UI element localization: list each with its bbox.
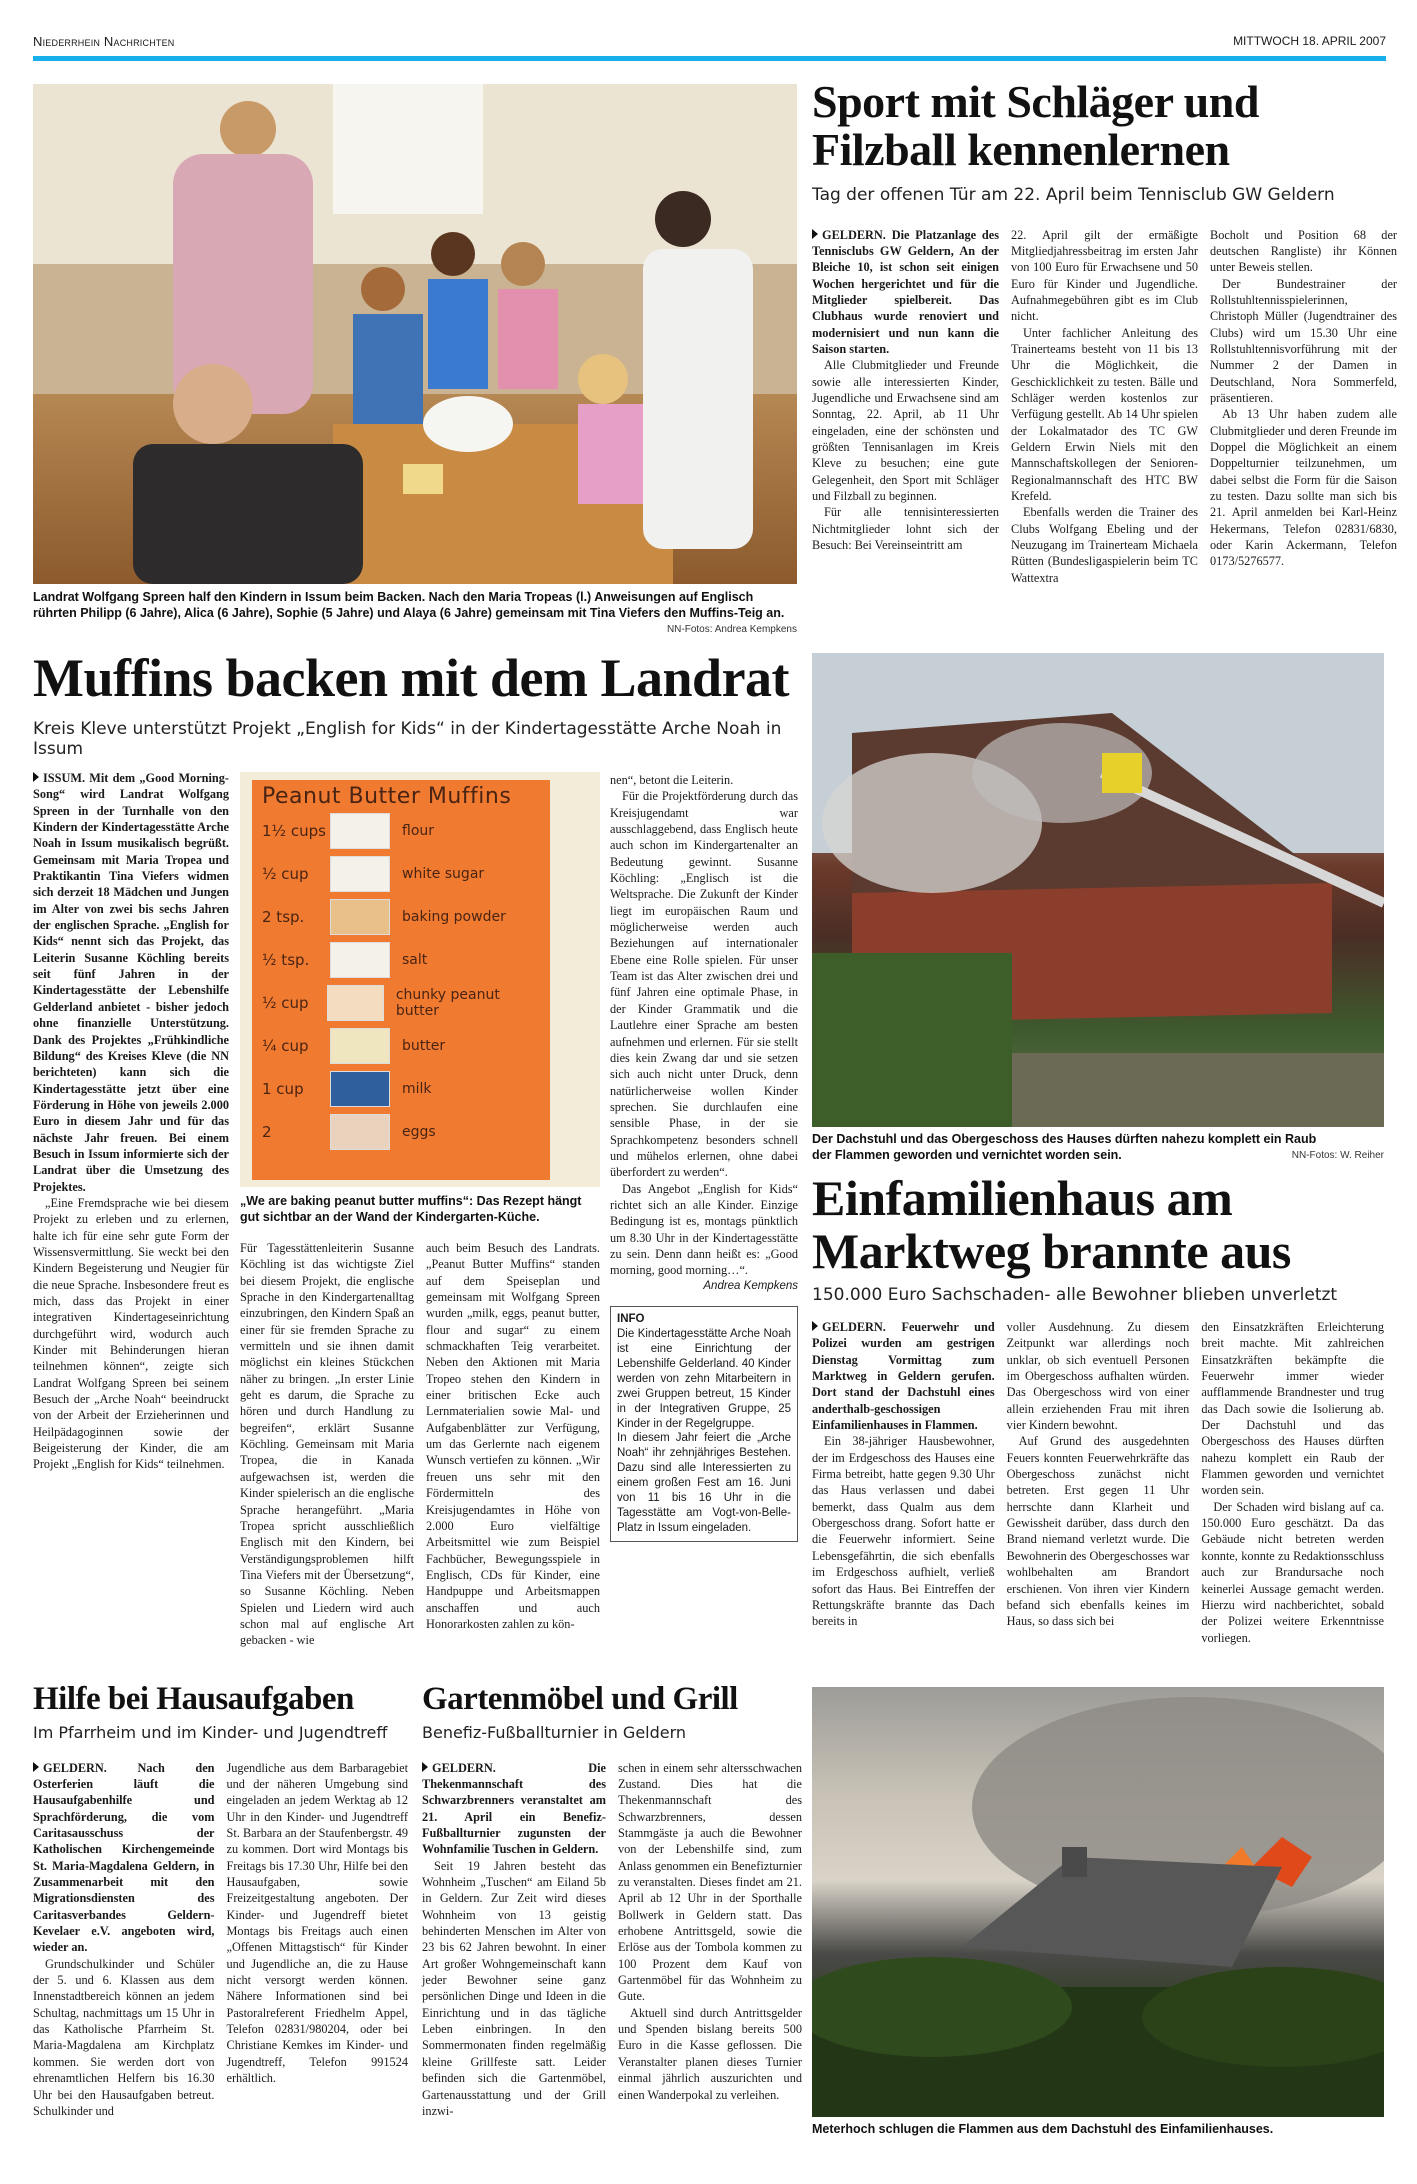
- recipe-ingredient: flour: [402, 822, 435, 839]
- info-title: INFO: [617, 1312, 645, 1325]
- bullet-triangle-icon: [422, 1762, 428, 1772]
- muffins-col-4: [610, 772, 798, 1542]
- paper-name: Niederrhein Nachrichten: [33, 34, 175, 49]
- butter-icon: [330, 1028, 390, 1064]
- recipe-amount: ½ cup: [262, 993, 309, 1012]
- masthead: [33, 34, 1386, 64]
- bullet-triangle-icon: [33, 1762, 39, 1772]
- tennis-article: [812, 78, 1397, 586]
- recipe-row: [262, 1110, 540, 1153]
- recipe-row: [262, 895, 540, 938]
- muffins-article: [33, 650, 797, 759]
- lead-text: GELDERN. Die Platzanlage des Tennisclubs GW Geldern, An der Bleiche 10, ist schon seit einigen Wochen hergerichtet und für die Mitglieder spielbereit. Das Clubhaus wurde renoviert und modernisiert und nun kann die Saison starten.: [812, 227, 999, 356]
- garden-headline: Gartenmöbel und Grill: [422, 1681, 738, 1717]
- info-box: [610, 1306, 798, 1542]
- lead-text: GELDERN. Nach den Osterferien läuft die Hausaufgabenhilfe und Sprachförderung, die vom Caritasausschuss der Katholischen Kirchengemeinde St. Maria-Magdalena Geldern, in Zusammenarbeit mit den Migrationsdiensten des Caritasverbandes Geldern-Kevelaer e.V. angeboten wird, wieder an.: [33, 1760, 215, 1955]
- fire-body: [812, 1319, 1384, 1646]
- recipe-photo: [240, 772, 600, 1187]
- info-text-2: In diesem Jahr feiert die „Arche Noah“ ihr zehnjähriges Bestehen. Dazu sind alle Interessierten zu einem großen Fest am 16. Juni von 11 bis 16 Uhr in die Tagesstätte am Vogt-von-Belle-Platz in Issum eingeladen.: [617, 1432, 791, 1535]
- recipe-ingredient: white sugar: [402, 865, 485, 882]
- bullet-triangle-icon: [812, 229, 818, 239]
- recipe-title: Peanut Butter Muffins: [262, 784, 512, 809]
- muffins-col-2: [240, 1240, 414, 1649]
- garden-subhead: Benefiz-Fußballturnier in Geldern: [422, 1722, 687, 1742]
- garden-col-1: [422, 1760, 606, 2120]
- recipe-row: [262, 1024, 540, 1067]
- paragraph: Ebenfalls werden die Trainer des Clubs Wolfgang Ebeling und der Neuzugang im Trainerteam Michaela Rütten (Bundesligaspielerin beim TC Wattextra: [1011, 505, 1198, 585]
- sugar-icon: [330, 856, 390, 892]
- fire-article: [812, 1172, 1384, 1646]
- lead-text: ISSUM. Mit dem „Good Morning-Song“ wird Landrat Wolfgang Spreen in der Turnhalle von den Kindern der Kindertagesstätte Arche Noah in Issum musikalisch begrüßt. Gemeinsam mit Maria Tropea und Praktikantin Tina Viefers widmen sich derzeit 18 Mädchen und Jungen im Alter von zwei bis sechs Jahren der englischen Sprache. „English for Kids“ nennt sich das Projekt, das Leiterin Susanne Köchling bereits seit fünf Jahren in der Kindertagesstätte der Lebenshilfe Gelderland anbietet - bisher jedoch ohne finanzielle Unterstützung. Dank des Projektes „Frühkindliche Bildung“ des Kreises Kleve (die NN berichteten) kann sich die Kindertagesstätte jetzt über eine Förderung in Höhe von jeweils 2.000 Euro in diesem Jahr und für das nächste Jahr freuen. Bei einem Besuch in Issum informierte sich der Landrat über die Umsetzung des Projektes.: [33, 771, 229, 1194]
- recipe-ingredient: salt: [402, 951, 428, 968]
- paragraph: Ein 38-jähriger Hausbewohner, der im Erdgeschoss des Hauses eine Firma betreibt, hatte gegen 9.30 Uhr das Haus verlassen und dabei bemerkt, dass Qualm aus dem Obergeschoss drang. Sofort hatte er die Feuerwehr informiert. Seine Lebensgefährtin, die sich ebenfalls im Erdgeschoss aufhielt, verließ sofort das Haus. Bei Eintreffen der Rettungskräfte brannte das Dach bereits in: [812, 1434, 995, 1629]
- paragraph: den Einsatzkräften Erleichterung breit machte. Mit zahlreichen Einsatzkräften bekämpfte die Feuerwehr immer wieder aufflammende Brandnester und trug das Dach sowie die Isolierung ab. Der Dachstuhl und das Obergeschoss des Hauses dürften nahezu komplett ein Raub der Flammen geworden und vernichtet worden sein.: [1201, 1320, 1385, 1498]
- garden-article: [422, 1682, 802, 2119]
- fire-subhead: 150.000 Euro Sachschaden- alle Bewohner blieben unverletzt: [812, 1285, 1338, 1305]
- recipe-ingredient: butter: [402, 1037, 446, 1054]
- recipe-row: [262, 852, 540, 895]
- paragraph: Auf Grund des ausgedehnten Feuers konnten Feuerwehrkräfte das Obergeschoss zunächst nicht betreten. Erst gegen 11 Uhr herrschte dann Klarheit und Gewissheit darüber, dass durch den Brand niemand verletzt wurde. Die Bewohnerin des Obergeschosses war wohlbehalten am Brandort erschienen. Von ihren vier Kindern befand sich ebenfalls keines im Haus, so dass sich bei: [1006, 1434, 1190, 1629]
- fire-flames-caption: Meterhoch schlugen die Flammen aus dem Dachstuhl des Einfamilienhauses.: [812, 2122, 1274, 2136]
- paragraph: Alle Clubmitglieder und Freunde sowie alle interessierten Kinder, Jugendliche und Erwachsene sind am Sonntag, 22. April, ab 11 Uhr eingeladen, eine der schönsten und größten Tennisanlagen im Kreis Kleve zu besuchen; eine gute Gelegenheit, den Sport mit Schläger und Filzball zu beginnen.: [812, 358, 999, 504]
- tennis-body: [812, 227, 1397, 587]
- recipe-amount: 1½ cups: [262, 821, 326, 840]
- bullet-triangle-icon: [812, 1321, 818, 1331]
- flames-house-illustration: [812, 1687, 1384, 2117]
- fire-roof-caption: Der Dachstuhl und das Obergeschoss des Hauses dürften nahezu komplett ein Raub der Flammen geworden und vernichtet worden sein.: [812, 1132, 1317, 1163]
- garden-col-2: [618, 1760, 802, 2120]
- recipe-row: [262, 981, 540, 1024]
- fire-roof-photo: [812, 653, 1384, 1127]
- paragraph: Grundschulkinder und Schüler der 5. und 6. Klassen aus dem Innenstadtbereich können an jedem Schultag, nachmittags um 15 Uhr in das Katholische Pfarrheim St. Maria-Magdalena am Kirchplatz kommen. Sie werden dort von ehrenamtlichen Helfern bis 16.30 Uhr bei den Hausaufgaben betreut. Schulkinder und: [33, 1956, 215, 2118]
- muffins-col-3: [426, 1240, 600, 1649]
- burning-house-illustration: [812, 653, 1384, 1127]
- muffins-middle-cols: [240, 1240, 600, 1649]
- homework-col-1: [33, 1760, 215, 2120]
- recipe-amount: ½ cup: [262, 864, 309, 883]
- paragraph: Unter fachlicher Anleitung des Trainerteams besteht von 11 bis 13 Uhr die Möglichkeit, die Geschicklichkeit zu testen. Bälle und Schläger werden kostenlos zur Verfügung gestellt. Ab 14 Uhr spielen der Lokalmatador des TC GW Geldern Erwin Niels mit den Mannschaftskollegen der Senioren-Regionalmannschaft des HTC BW Krefeld.: [1011, 325, 1198, 504]
- recipe-row: [262, 938, 540, 981]
- tennis-col-2: [1011, 227, 1198, 587]
- homework-article: [33, 1682, 408, 2119]
- homework-col-2: [227, 1760, 409, 2120]
- homework-body: [33, 1760, 408, 2120]
- recipe-amount: 1 cup: [262, 1079, 304, 1098]
- issue-date: MITTWOCH 18. APRIL 2007: [1233, 34, 1386, 48]
- recipe-sheet: [252, 780, 550, 1180]
- paragraph: Für Tagesstättenleiterin Susanne Köchling ist das wichtigste Ziel bei diesem Projekt, die englische Sprache in den Kindergartenalltag einzubringen, den Kindern Spaß an einer für sie fremden Sprache zu vermitteln und sie ihnen damit möglichst ein kleines Stückchen näher zu bringen. „In erster Linie geht es darum, die Sprache zu hören und durch Handlung zu begreifen“, erklärt Susanne Köchling. Gemeinsam mit Maria Tropea, die in Kanada aufgewachsen ist, werden die Kinder spielerisch an die englische Sprache herangeführt. „Maria Tropea spricht ausschließlich Englisch mit den Kindern, bei Verständigungsproblemen hilft Tina Viefers mit der Übersetzung“, so Susanne Köchling. Neben Spielen und Liedern wird auch schon mal auf englische Art gebacken - wie: [240, 1241, 414, 1648]
- paragraph: schen in einem sehr altersschwachen Zustand. Dies hat die Thekenmannschaft des Schwarzbrenners, dessen Stammgäste ja auch die Bewohner von der Lebenshilfe sind, zum Anlass genommen ein Benefizturnier zu veranstalten. Dieses findet am 21. April ab 12 Uhr in der Sporthalle Bollwerk in Geldern statt. Das erhobene Antrittsgeld, sowie die Erlöse aus der Tombola kommen zu 100 Prozent dem Kauf von Gartenmöbel für das Wohnheim zu Gute.: [618, 1760, 802, 2004]
- muffins-col-1: [33, 770, 229, 1473]
- paragraph: nen“, betont die Leiterin.: [610, 773, 734, 787]
- caption-text: Landrat Wolfgang Spreen half den Kindern in Issum beim Backen. Nach den Maria Tropeas (l.) Anweisungen auf Englisch rührten Philipp (6 Jahre), Alica (6 Jahre), Sophie (5 Jahre) und Alaya (6 Jahre) gemeinsam mit Tina Viefers den Muffins-Teig an.: [33, 590, 785, 621]
- info-text: Die Kindertagesstätte Arche Noah ist eine Einrichtung der Lebenshilfe Gelderland. 40 Kinder werden von zehn Mitarbeitern in zwei Gruppen betreut, 15 Kinder in der Integrativen Gruppe, 25 Kinder in der Regelgruppe.: [617, 1327, 791, 1430]
- paragraph: Der Bundestrainer der Rollstuhltennisspielerinnen, Christoph Müller (Jugendtrainer des Clubs) wird um 15.30 Uhr eine Rollstuhltennisvorführung mit der Nummer 2 der Damen in Deutschland, Nora Sommerfeld, präsentieren.: [1210, 276, 1397, 406]
- garden-body: [422, 1760, 802, 2120]
- fire-roof-credit: NN-Fotos: W. Reiher: [1291, 1150, 1384, 1161]
- recipe-row: [262, 1067, 540, 1110]
- recipe-ingredient: eggs: [402, 1123, 436, 1140]
- recipe-amount: ¼ cup: [262, 1036, 309, 1055]
- tennis-col-1: [812, 227, 999, 587]
- peanut-butter-icon: [327, 985, 384, 1021]
- fire-flames-photo: [812, 1687, 1384, 2117]
- recipe-amount: ½ tsp.: [262, 950, 310, 969]
- fire-col-1: [812, 1319, 995, 1646]
- paragraph: voller Ausdehnung. Zu diesem Zeitpunkt war allerdings noch unklar, ob sich eventuell Personen im Obergeschoss aufhalten würden. Das Obergeschoss wird von einer allein erziehenden Frau mit ihren vier Kindern bewohnt.: [1006, 1320, 1190, 1433]
- lead-text: GELDERN. Feuerwehr und Polizei wurden am gestrigen Dienstag Vormittag zum Marktweg in Geldern gerufen. Dort stand der Dachstuhl eines anderthalb-geschossigen Einfamilienhauses in Flammen.: [812, 1320, 995, 1433]
- muffins-subhead: Kreis Kleve unterstützt Projekt „English for Kids“ in der Kindertagesstätte Arche Noah in Issum: [33, 718, 782, 759]
- recipe-ingredient: chunky peanut butter: [395, 986, 500, 1019]
- tennis-headline: Sport mit Schläger und Filzball kennenlernen: [812, 76, 1259, 176]
- fire-headline: Einfamilienhaus am Marktweg brannte aus: [812, 1170, 1291, 1279]
- kitchen-photo-credit: NN-Fotos: Andrea Kempkens: [666, 624, 797, 635]
- bullet-triangle-icon: [33, 772, 39, 782]
- paragraph: „Eine Fremdsprache wie bei diesem Projekt zu erleben und zu erlernen, halte ich für eine sehr gute Form der Wissensvermittlung. Sie weckt bei den Kindern Begeisterung und Neugier für die neue Sprache. Insbesondere freut es mich, dass das Projekt in einer integrativen Kindertageseinrichtung durchgeführt wird, wodurch auch Kinder mit Behinderungen hieran teilnehmen können“, zeigte sich Landrat Wolfgang Spreen bei seinem Besuch der „Arche Noah“ beeindruckt von der Arbeit der Erzieherinnen und Heilpädagoginnen sowie der Beigeisterung der Kinder, die am Projekt „English for Kids“ teilnehmen.: [33, 1195, 229, 1472]
- milk-icon: [330, 1071, 390, 1107]
- recipe-ingredient: baking powder: [402, 908, 506, 925]
- author-byline: Andrea Kempkens: [703, 1279, 798, 1292]
- recipe-photo-caption: „We are baking peanut butter muffins“: Das Rezept hängt gut sichtbar an der Wand der Kindergarten-Küche.: [240, 1194, 582, 1225]
- paragraph: Aktuell sind durch Antrittsgelder und Spenden bislang bereits 500 Euro in die Kasse geflossen. Die Veranstalter planen dieses Turnier einmal jährlich auszurichten und einen Wanderpokal zu verleihen.: [618, 2005, 802, 2102]
- flour-scoop-icon: [330, 813, 390, 849]
- kitchen-photo: [33, 84, 797, 584]
- paragraph: Jugendliche aus dem Barbaragebiet und der näheren Umgebung sind eingeladen an jedem Werktag ab 12 Uhr in den Kinder- und Jugendtreff St. Barbara an der Staufenbergstr. 49 zu kommen. Dort wird Montags bis Freitags bis 17.30 Uhr, Hilfe bei den Hausaufgaben, sowie Freizeitgestaltung angeboten. Der Kinder- und Jugendreff bietet Montags bis Freitags auch einen „Offenen Mittagstisch“ für Kinder und Jugendliche an, die zu Hause nicht versorgt werden können. Nähere Informationen sind bei Pastoralreferent Friedhelm Appel, Telefon 02831/980204, oder bei Christiane Kemkes im Kinder- und Jugendtreff, Telefon 991524 erhältlich.: [226, 1760, 408, 2086]
- baking-powder-icon: [330, 899, 390, 935]
- recipe-row: [262, 809, 540, 852]
- paragraph: auch beim Besuch des Landrats. „Peanut Butter Muffins“ standen auf dem Speiseplan und gemeinsam mit Wolfgang Spreen wurden „milk, eggs, peanut butter, flour and sugar“ zu einem schmackhaften Teig verarbeitet. Neben den Aktionen mit Maria Tropeo stehen den Kindern in einer britischen Ecke auch Lernmaterialien sowie Mal- und Aufgabenblätter zur Verfügung, um das Gerlernte nach eigenem Wunsch vertiefen zu können. „Wir freuen uns sehr mit den Fördermitteln des Kreisjugendamtes in Höhe von 2.000 Euro vielfältige Arbeitsmittel wie zum Beispiel Fachbücher, Bewegungsspiele in Englisch, CDs für Kinder, eine Handpuppe und Arbeitsmappen anschaffen und auch Honorarkosten zahlen zu kön-: [426, 1241, 600, 1631]
- paragraph: Ab 13 Uhr haben zudem alle Clubmitglieder und deren Freunde im Doppel die Möglichkeit an einem Doppelturnier teilzunehmen, um dabei selbst die Form für die Saison zu testen. Dazu sollte man sich bis 21. April anmelden bei Karl-Heinz Hekermans, Telefon 02831/6830, oder Karin Ackermann, Telefon 0173/5276577.: [1210, 407, 1397, 569]
- baking-scene-illustration: [33, 84, 797, 584]
- recipe-ingredient: milk: [402, 1080, 432, 1097]
- recipe-amount: 2: [262, 1122, 272, 1141]
- lead-text: GELDERN. Die Thekenmannschaft des Schwarzbrenners veranstaltet am 21. April ein Benefiz-Fußballturnier zugunsten der Wohnfamilie Tuschen in Geldern.: [422, 1760, 606, 1857]
- recipe-amount: 2 tsp.: [262, 907, 305, 926]
- paragraph: Der Schaden wird bislang auf ca. 150.000 Euro geschätzt. Da das Gebäude nicht betreten werden konnte, konnte zu Redaktionsschluss auch zur Brandursache noch keinerlei Aussage gemacht werden. Hierzu wird nachberichtet, sobald der Polizei weitere Erkenntnisse vorliegen.: [1201, 1499, 1385, 1645]
- paragraph: Bocholt und Position 68 der deutschen Rangliste) ihr Können unter Beweis stellen.: [1210, 227, 1397, 275]
- tennis-col-3: [1210, 227, 1397, 587]
- homework-subhead: Im Pfarrheim und im Kinder- und Jugendtreff: [33, 1722, 388, 1742]
- masthead-rule: [33, 56, 1386, 61]
- salt-shaker-icon: [330, 942, 390, 978]
- kitchen-photo-caption: [33, 589, 797, 622]
- paragraph: Für die Projektförderung durch das Kreisjugendamt war ausschlaggebend, dass Englisch heute auch schon im Kindergartenalter an Bedeutung gewinnt. Susanne Köchling: „Englisch ist die Weltsprache. Die Zukunft der Kinder liegt im europäischen Raum und möglicherweise werden auch Beziehungen auf internationaler Ebene eine Rolle spielen. Für unser Team ist das Alter zwischen drei und fünf Jahren eine optimale Phase, in der Kinder Grammatik und die Lautlehre einer Sprache am besten aufnehmen und erlernen. Für sie stellt dies kein Zwang dar und sie setzen sich auch nicht unter Druck, denn natürlicherweise wollen Kinder sprechen. Sie durchlaufen eine sensible Phase, in der sie Sprachkompetenz besonders schnell und mühelos erlernen, ohne dabei überfordert zu werden“.: [610, 789, 798, 1180]
- paragraph: 22. April gilt der ermäßigte Mitgliedjahressbeitrag im ersten Jahr von 100 Euro für Erwachsene und 50 Euro für Kinder und Jugendliche. Aufnahmegebühren gibt es im Club nicht.: [1011, 227, 1198, 324]
- fire-col-2: [1007, 1319, 1190, 1646]
- homework-headline: Hilfe bei Hausaufgaben: [33, 1681, 354, 1717]
- fire-col-3: [1201, 1319, 1384, 1646]
- muffins-headline: Muffins backen mit dem Landrat: [33, 648, 790, 708]
- paragraph: Das Angebot „English for Kids“ richtet sich an alle Kinder. Einzige Bedingung ist es, montags pünktlich um 8.30 Uhr in der Kindertagesstätte zu sein. Denn dann heißt es: „Good morning, good morning…“.: [610, 1181, 798, 1278]
- paragraph: Seit 19 Jahren besteht das Wohnheim „Tuschen“ am Eiland 5b in Geldern. Zur Zeit wird dieses Wohnheim von 13 geistig behinderten Menschen im Alter von 23 bis 62 Jahren bewohnt. In einer Art großer Wohngemeinschaft kann jeder Bewohner seine ganz persönlichen Dinge und Ideen in die Einrichtung und in das tägliche Leben einbringen. In den Sommermonaten finden regelmäßig kleine Grillfeste satt. Leider befinden sich die Gartenmöbel, Gartenausstattung und der Grill inzwi-: [422, 1858, 606, 2118]
- egg-icon: [330, 1114, 390, 1150]
- paragraph: Für alle tennisinteressierten Nichtmitglieder lohnt sich der Besuch: Bei Vereinseintritt am: [812, 505, 999, 553]
- tennis-subhead: Tag der offenen Tür am 22. April beim Tennisclub GW Geldern: [812, 184, 1335, 205]
